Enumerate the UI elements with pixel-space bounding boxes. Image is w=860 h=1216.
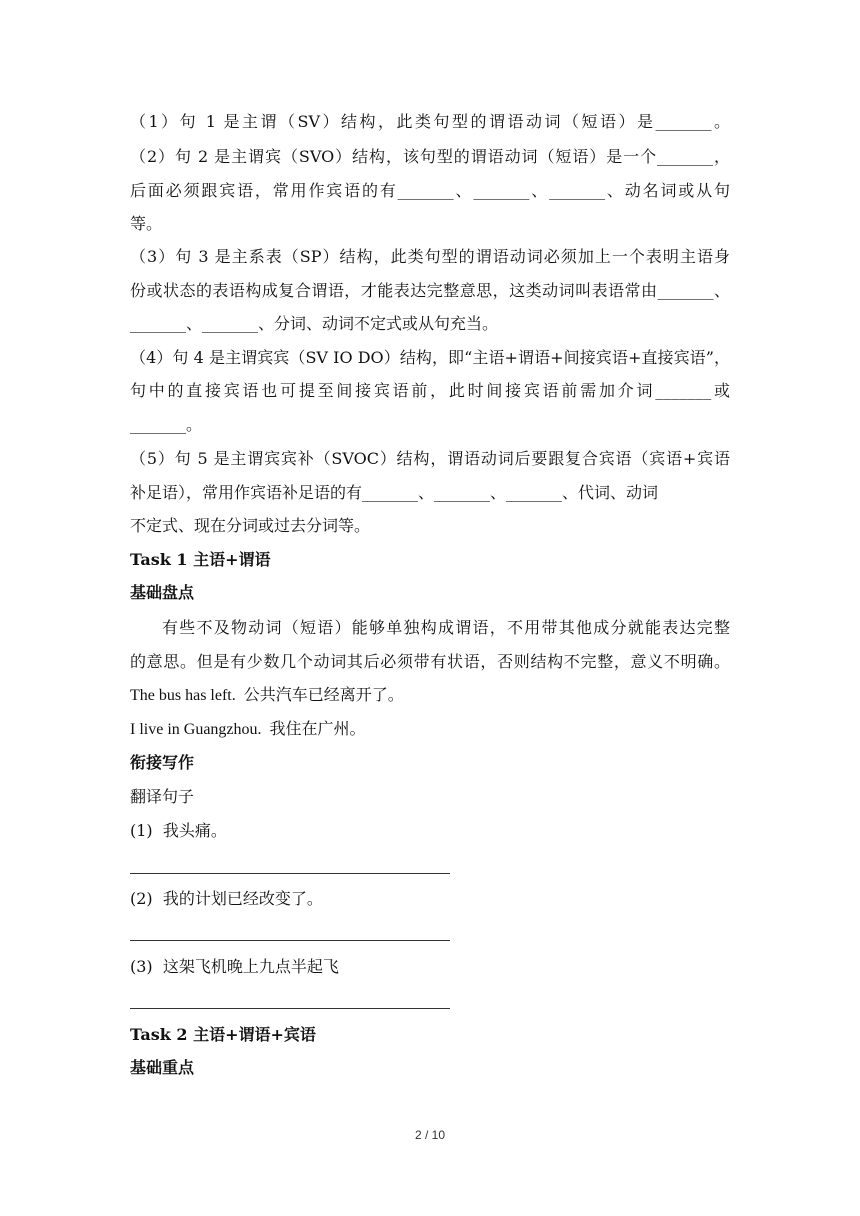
section-5-line-2: 补足语），常用作宾语补足语的有_______、_______、_______、代词、动词 — [130, 483, 659, 502]
section-2-line-3: 等。 — [130, 214, 163, 233]
section-3-line-3: _______、_______、分词、动词不定式或从句充当。 — [130, 314, 499, 333]
page-number: 2 / 10 — [414, 1128, 446, 1142]
translation-item-2: (2) 我的计划已经改变了。 — [130, 889, 323, 908]
answer-line-1[interactable] — [130, 873, 450, 874]
task-1-subheading-basics: 基础盘点 — [130, 583, 195, 602]
section-4-line-3: _______。 — [130, 415, 203, 434]
section-2-line-2: 后面必须跟宾语，常用作宾语的有_______、_______、_______、动名词或从句 — [130, 181, 730, 200]
translate-instruction: 翻译句子 — [130, 787, 195, 806]
example-sentence-2: I live in Guangzhou. 我住在广州。 — [130, 721, 366, 738]
section-2-line-1: （2）句 2 是主谓宾（SVO）结构，该句型的谓语动词（短语）是一个_______， — [130, 147, 730, 166]
section-5-line-3: 不定式、现在分词或过去分词等。 — [130, 516, 371, 535]
task-2-subheading-basics: 基础重点 — [130, 1058, 195, 1077]
example-sentence-1: The bus has left. 公共汽车已经离开了。 — [130, 687, 404, 704]
translation-item-1: (1) 我头痛。 — [130, 821, 227, 840]
task-1-paragraph-line-1: 有些不及物动词（短语）能够单独构成谓语，不用带其他成分就能表达完整 — [162, 618, 730, 637]
answer-line-2[interactable] — [130, 940, 450, 941]
task-1-paragraph-line-2: 的意思。但是有少数几个动词其后必须带有状语，否则结构不完整，意义不明确。 — [130, 652, 730, 671]
answer-line-3[interactable] — [130, 1008, 450, 1009]
task-1-subheading-writing: 衔接写作 — [130, 753, 195, 772]
section-3-line-2: 份或状态的表语构成复合谓语，才能表达完整意思，这类动词叫表语常由_______、 — [130, 281, 730, 300]
task-2-heading: Task 2 主语+谓语+宾语 — [130, 1025, 316, 1044]
section-1-line-1: （1）句 1 是主谓（SV）结构，此类句型的谓语动词（短语）是_______。 — [130, 112, 730, 131]
section-3-line-1: （3）句 3 是主系表（SP）结构，此类句型的谓语动词必须加上一个表明主语身 — [130, 247, 730, 266]
translation-item-3: (3) 这架飞机晚上九点半起飞 — [130, 957, 339, 976]
task-1-heading: Task 1 主语+谓语 — [130, 550, 271, 569]
section-4-line-1: （4）句 4 是主谓宾宾（SV IO DO）结构，即“主语+谓语+间接宾语+直接宾语”， — [130, 348, 730, 367]
section-4-line-2: 句中的直接宾语也可提至间接宾语前，此时间接宾语前需加介词_______或 — [130, 381, 730, 400]
section-5-line-1: （5）句 5 是主谓宾宾补（SVOC）结构，谓语动词后要跟复合宾语（宾语+宾语 — [130, 449, 730, 468]
